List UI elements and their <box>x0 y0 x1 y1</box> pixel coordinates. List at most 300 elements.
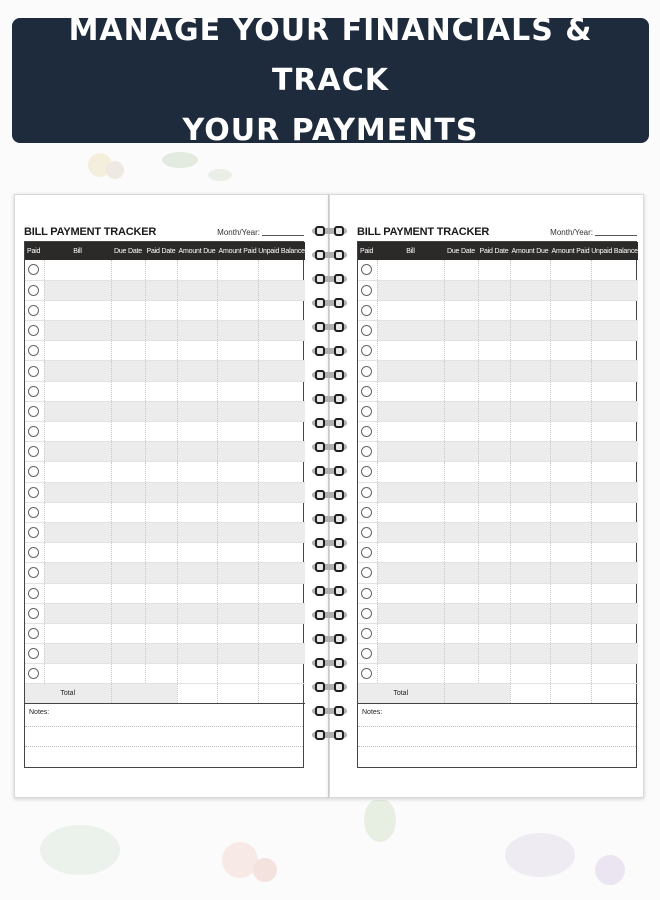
bill-cell[interactable] <box>377 422 444 442</box>
bill-cell[interactable] <box>478 522 510 542</box>
paid-checkbox-cell[interactable] <box>358 644 377 664</box>
bill-cell[interactable] <box>111 563 145 583</box>
bill-cell[interactable] <box>591 502 638 522</box>
bill-cell[interactable] <box>217 482 258 502</box>
bill-cell[interactable] <box>377 442 444 462</box>
bill-cell[interactable] <box>177 422 217 442</box>
bill-cell[interactable] <box>217 422 258 442</box>
bill-cell[interactable] <box>111 321 145 341</box>
bill-cell[interactable] <box>111 522 145 542</box>
bill-cell[interactable] <box>478 280 510 300</box>
paid-checkbox-cell[interactable] <box>358 462 377 482</box>
bill-cell[interactable] <box>111 664 145 684</box>
paid-checkbox-cell[interactable] <box>25 543 44 563</box>
bill-cell[interactable] <box>510 321 550 341</box>
bill-cell[interactable] <box>177 482 217 502</box>
bill-cell[interactable] <box>217 563 258 583</box>
bill-cell[interactable] <box>444 361 478 381</box>
paid-checkbox-cell[interactable] <box>358 502 377 522</box>
bill-cell[interactable] <box>591 462 638 482</box>
paid-checkbox[interactable] <box>361 608 372 619</box>
notes-box[interactable] <box>357 704 637 768</box>
bill-cell[interactable] <box>145 623 177 643</box>
paid-checkbox[interactable] <box>28 628 39 639</box>
bill-cell[interactable] <box>478 321 510 341</box>
bill-cell[interactable] <box>111 623 145 643</box>
bill-cell[interactable] <box>591 623 638 643</box>
bill-cell[interactable] <box>478 442 510 462</box>
bill-cell[interactable] <box>258 583 305 603</box>
bill-cell[interactable] <box>510 361 550 381</box>
bill-cell[interactable] <box>145 442 177 462</box>
paid-checkbox-cell[interactable] <box>358 341 377 361</box>
bill-cell[interactable] <box>510 644 550 664</box>
bill-cell[interactable] <box>258 341 305 361</box>
paid-checkbox-cell[interactable] <box>25 462 44 482</box>
bill-cell[interactable] <box>258 462 305 482</box>
paid-checkbox-cell[interactable] <box>25 300 44 320</box>
bill-cell[interactable] <box>444 341 478 361</box>
bill-cell[interactable] <box>444 603 478 623</box>
bill-cell[interactable] <box>258 644 305 664</box>
bill-cell[interactable] <box>44 422 111 442</box>
bill-cell[interactable] <box>145 664 177 684</box>
paid-checkbox-cell[interactable] <box>358 664 377 684</box>
bill-cell[interactable] <box>377 381 444 401</box>
paid-checkbox[interactable] <box>361 366 372 377</box>
bill-cell[interactable] <box>111 381 145 401</box>
bill-cell[interactable] <box>510 664 550 684</box>
bill-cell[interactable] <box>217 603 258 623</box>
paid-checkbox[interactable] <box>361 628 372 639</box>
bill-cell[interactable] <box>550 502 591 522</box>
paid-checkbox-cell[interactable] <box>358 482 377 502</box>
bill-cell[interactable] <box>44 603 111 623</box>
bill-cell[interactable] <box>550 361 591 381</box>
bill-cell[interactable] <box>258 664 305 684</box>
paid-checkbox[interactable] <box>361 527 372 538</box>
bill-cell[interactable] <box>444 401 478 421</box>
bill-cell[interactable] <box>44 522 111 542</box>
bill-cell[interactable] <box>217 260 258 280</box>
bill-cell[interactable] <box>591 341 638 361</box>
bill-cell[interactable] <box>44 563 111 583</box>
bill-cell[interactable] <box>145 603 177 623</box>
bill-cell[interactable] <box>111 644 145 664</box>
paid-checkbox-cell[interactable] <box>358 260 377 280</box>
paid-checkbox-cell[interactable] <box>358 623 377 643</box>
bill-cell[interactable] <box>44 623 111 643</box>
bill-cell[interactable] <box>444 583 478 603</box>
bill-cell[interactable] <box>258 442 305 462</box>
bill-cell[interactable] <box>44 300 111 320</box>
bill-cell[interactable] <box>444 280 478 300</box>
paid-checkbox[interactable] <box>361 507 372 518</box>
bill-cell[interactable] <box>111 603 145 623</box>
paid-checkbox[interactable] <box>28 466 39 477</box>
bill-cell[interactable] <box>217 361 258 381</box>
paid-checkbox[interactable] <box>28 507 39 518</box>
bill-cell[interactable] <box>444 300 478 320</box>
bill-cell[interactable] <box>44 442 111 462</box>
bill-cell[interactable] <box>177 583 217 603</box>
bill-cell[interactable] <box>377 482 444 502</box>
bill-cell[interactable] <box>111 280 145 300</box>
paid-checkbox-cell[interactable] <box>25 341 44 361</box>
bill-cell[interactable] <box>177 381 217 401</box>
bill-cell[interactable] <box>510 401 550 421</box>
bill-cell[interactable] <box>177 644 217 664</box>
bill-cell[interactable] <box>550 442 591 462</box>
bill-cell[interactable] <box>591 543 638 563</box>
bill-cell[interactable] <box>258 321 305 341</box>
bill-cell[interactable] <box>217 300 258 320</box>
paid-checkbox-cell[interactable] <box>358 603 377 623</box>
bill-cell[interactable] <box>377 401 444 421</box>
bill-cell[interactable] <box>177 401 217 421</box>
bill-cell[interactable] <box>478 422 510 442</box>
bill-cell[interactable] <box>444 482 478 502</box>
bill-cell[interactable] <box>258 300 305 320</box>
bill-cell[interactable] <box>177 623 217 643</box>
paid-checkbox-cell[interactable] <box>358 543 377 563</box>
bill-cell[interactable] <box>478 300 510 320</box>
bill-cell[interactable] <box>145 644 177 664</box>
paid-checkbox[interactable] <box>28 345 39 356</box>
bill-cell[interactable] <box>444 563 478 583</box>
bill-cell[interactable] <box>591 563 638 583</box>
bill-cell[interactable] <box>145 381 177 401</box>
bill-cell[interactable] <box>377 583 444 603</box>
bill-cell[interactable] <box>550 623 591 643</box>
paid-checkbox[interactable] <box>28 487 39 498</box>
bill-cell[interactable] <box>145 260 177 280</box>
bill-cell[interactable] <box>217 623 258 643</box>
bill-cell[interactable] <box>377 563 444 583</box>
bill-cell[interactable] <box>217 543 258 563</box>
bill-cell[interactable] <box>258 603 305 623</box>
bill-cell[interactable] <box>217 442 258 462</box>
bill-cell[interactable] <box>377 361 444 381</box>
paid-checkbox[interactable] <box>28 668 39 679</box>
bill-cell[interactable] <box>44 401 111 421</box>
paid-checkbox-cell[interactable] <box>25 280 44 300</box>
paid-checkbox-cell[interactable] <box>358 321 377 341</box>
bill-cell[interactable] <box>177 462 217 482</box>
bill-cell[interactable] <box>591 361 638 381</box>
bill-cell[interactable] <box>550 543 591 563</box>
paid-checkbox-cell[interactable] <box>25 482 44 502</box>
bill-cell[interactable] <box>510 543 550 563</box>
bill-cell[interactable] <box>217 522 258 542</box>
paid-checkbox-cell[interactable] <box>358 381 377 401</box>
paid-checkbox-cell[interactable] <box>25 522 44 542</box>
bill-cell[interactable] <box>44 583 111 603</box>
paid-checkbox[interactable] <box>28 406 39 417</box>
bill-cell[interactable] <box>510 563 550 583</box>
bill-cell[interactable] <box>145 563 177 583</box>
bill-cell[interactable] <box>177 442 217 462</box>
bill-cell[interactable] <box>217 664 258 684</box>
bill-cell[interactable] <box>550 341 591 361</box>
bill-cell[interactable] <box>377 644 444 664</box>
bill-cell[interactable] <box>550 321 591 341</box>
paid-checkbox-cell[interactable] <box>358 280 377 300</box>
paid-checkbox[interactable] <box>361 588 372 599</box>
paid-checkbox[interactable] <box>28 648 39 659</box>
bill-cell[interactable] <box>44 502 111 522</box>
paid-checkbox[interactable] <box>28 527 39 538</box>
bill-cell[interactable] <box>377 462 444 482</box>
bill-cell[interactable] <box>111 341 145 361</box>
bill-cell[interactable] <box>550 482 591 502</box>
paid-checkbox-cell[interactable] <box>25 422 44 442</box>
bill-cell[interactable] <box>377 321 444 341</box>
bill-cell[interactable] <box>145 482 177 502</box>
bill-cell[interactable] <box>177 664 217 684</box>
bill-cell[interactable] <box>591 482 638 502</box>
bill-cell[interactable] <box>478 583 510 603</box>
bill-cell[interactable] <box>550 401 591 421</box>
bill-cell[interactable] <box>510 502 550 522</box>
bill-cell[interactable] <box>550 381 591 401</box>
paid-checkbox-cell[interactable] <box>25 502 44 522</box>
bill-cell[interactable] <box>145 280 177 300</box>
paid-checkbox-cell[interactable] <box>25 644 44 664</box>
bill-cell[interactable] <box>111 422 145 442</box>
notes-box[interactable] <box>24 704 304 768</box>
paid-checkbox-cell[interactable] <box>358 522 377 542</box>
paid-checkbox[interactable] <box>28 305 39 316</box>
bill-cell[interactable] <box>550 644 591 664</box>
bill-cell[interactable] <box>177 543 217 563</box>
bill-cell[interactable] <box>444 664 478 684</box>
bill-cell[interactable] <box>111 543 145 563</box>
bill-cell[interactable] <box>377 623 444 643</box>
bill-cell[interactable] <box>377 603 444 623</box>
paid-checkbox[interactable] <box>361 487 372 498</box>
paid-checkbox-cell[interactable] <box>358 300 377 320</box>
paid-checkbox[interactable] <box>361 406 372 417</box>
bill-cell[interactable] <box>217 644 258 664</box>
paid-checkbox-cell[interactable] <box>358 583 377 603</box>
paid-checkbox[interactable] <box>28 366 39 377</box>
paid-checkbox[interactable] <box>28 264 39 275</box>
bill-cell[interactable] <box>444 381 478 401</box>
bill-cell[interactable] <box>510 442 550 462</box>
bill-cell[interactable] <box>550 300 591 320</box>
paid-checkbox[interactable] <box>361 264 372 275</box>
bill-cell[interactable] <box>510 522 550 542</box>
bill-cell[interactable] <box>44 664 111 684</box>
bill-cell[interactable] <box>510 623 550 643</box>
bill-cell[interactable] <box>258 381 305 401</box>
paid-checkbox[interactable] <box>361 345 372 356</box>
bill-cell[interactable] <box>145 462 177 482</box>
bill-cell[interactable] <box>177 321 217 341</box>
bill-cell[interactable] <box>591 664 638 684</box>
bill-cell[interactable] <box>510 280 550 300</box>
bill-cell[interactable] <box>217 381 258 401</box>
bill-cell[interactable] <box>258 623 305 643</box>
paid-checkbox-cell[interactable] <box>25 401 44 421</box>
bill-cell[interactable] <box>177 361 217 381</box>
bill-cell[interactable] <box>258 280 305 300</box>
paid-checkbox-cell[interactable] <box>25 260 44 280</box>
bill-cell[interactable] <box>258 482 305 502</box>
bill-cell[interactable] <box>550 422 591 442</box>
bill-cell[interactable] <box>377 502 444 522</box>
bill-cell[interactable] <box>111 401 145 421</box>
bill-cell[interactable] <box>591 401 638 421</box>
bill-cell[interactable] <box>591 442 638 462</box>
bill-cell[interactable] <box>510 300 550 320</box>
paid-checkbox-cell[interactable] <box>25 321 44 341</box>
bill-cell[interactable] <box>145 422 177 442</box>
paid-checkbox-cell[interactable] <box>25 563 44 583</box>
bill-cell[interactable] <box>478 623 510 643</box>
bill-cell[interactable] <box>591 522 638 542</box>
bill-cell[interactable] <box>177 502 217 522</box>
bill-cell[interactable] <box>478 563 510 583</box>
bill-cell[interactable] <box>145 543 177 563</box>
bill-cell[interactable] <box>111 502 145 522</box>
bill-cell[interactable] <box>258 502 305 522</box>
paid-checkbox[interactable] <box>28 446 39 457</box>
bill-cell[interactable] <box>111 442 145 462</box>
paid-checkbox[interactable] <box>361 668 372 679</box>
bill-cell[interactable] <box>377 260 444 280</box>
bill-cell[interactable] <box>111 361 145 381</box>
bill-cell[interactable] <box>478 462 510 482</box>
bill-cell[interactable] <box>444 522 478 542</box>
bill-cell[interactable] <box>444 644 478 664</box>
paid-checkbox[interactable] <box>361 325 372 336</box>
bill-cell[interactable] <box>591 321 638 341</box>
paid-checkbox-cell[interactable] <box>25 361 44 381</box>
bill-cell[interactable] <box>44 644 111 664</box>
paid-checkbox[interactable] <box>361 426 372 437</box>
bill-cell[interactable] <box>510 422 550 442</box>
paid-checkbox-cell[interactable] <box>25 381 44 401</box>
bill-cell[interactable] <box>510 462 550 482</box>
bill-cell[interactable] <box>444 462 478 482</box>
paid-checkbox[interactable] <box>361 446 372 457</box>
bill-cell[interactable] <box>111 482 145 502</box>
bill-cell[interactable] <box>510 583 550 603</box>
bill-cell[interactable] <box>377 543 444 563</box>
bill-cell[interactable] <box>217 401 258 421</box>
paid-checkbox[interactable] <box>28 547 39 558</box>
paid-checkbox-cell[interactable] <box>358 401 377 421</box>
bill-cell[interactable] <box>258 422 305 442</box>
bill-cell[interactable] <box>44 381 111 401</box>
bill-cell[interactable] <box>510 603 550 623</box>
bill-cell[interactable] <box>44 482 111 502</box>
bill-cell[interactable] <box>550 603 591 623</box>
bill-cell[interactable] <box>377 341 444 361</box>
paid-checkbox-cell[interactable] <box>25 623 44 643</box>
bill-cell[interactable] <box>145 300 177 320</box>
bill-cell[interactable] <box>145 321 177 341</box>
paid-checkbox-cell[interactable] <box>358 563 377 583</box>
bill-cell[interactable] <box>258 260 305 280</box>
paid-checkbox[interactable] <box>28 325 39 336</box>
paid-checkbox[interactable] <box>28 285 39 296</box>
bill-cell[interactable] <box>478 341 510 361</box>
bill-cell[interactable] <box>444 260 478 280</box>
paid-checkbox-cell[interactable] <box>25 603 44 623</box>
bill-cell[interactable] <box>550 280 591 300</box>
bill-cell[interactable] <box>591 603 638 623</box>
bill-cell[interactable] <box>111 583 145 603</box>
bill-cell[interactable] <box>510 482 550 502</box>
paid-checkbox[interactable] <box>28 608 39 619</box>
paid-checkbox-cell[interactable] <box>358 422 377 442</box>
paid-checkbox-cell[interactable] <box>25 442 44 462</box>
bill-cell[interactable] <box>258 361 305 381</box>
paid-checkbox[interactable] <box>361 305 372 316</box>
bill-cell[interactable] <box>478 482 510 502</box>
bill-cell[interactable] <box>177 280 217 300</box>
bill-cell[interactable] <box>510 260 550 280</box>
bill-cell[interactable] <box>44 341 111 361</box>
paid-checkbox[interactable] <box>361 567 372 578</box>
bill-cell[interactable] <box>444 422 478 442</box>
bill-cell[interactable] <box>591 644 638 664</box>
paid-checkbox[interactable] <box>28 386 39 397</box>
bill-cell[interactable] <box>478 381 510 401</box>
bill-cell[interactable] <box>550 462 591 482</box>
paid-checkbox[interactable] <box>361 466 372 477</box>
bill-cell[interactable] <box>478 664 510 684</box>
bill-cell[interactable] <box>591 280 638 300</box>
bill-cell[interactable] <box>478 361 510 381</box>
paid-checkbox-cell[interactable] <box>358 361 377 381</box>
paid-checkbox-cell[interactable] <box>25 583 44 603</box>
bill-cell[interactable] <box>377 300 444 320</box>
bill-cell[interactable] <box>217 502 258 522</box>
bill-cell[interactable] <box>550 522 591 542</box>
bill-cell[interactable] <box>145 522 177 542</box>
paid-checkbox[interactable] <box>28 426 39 437</box>
bill-cell[interactable] <box>591 300 638 320</box>
bill-cell[interactable] <box>111 300 145 320</box>
bill-cell[interactable] <box>177 603 217 623</box>
bill-cell[interactable] <box>44 543 111 563</box>
bill-cell[interactable] <box>44 280 111 300</box>
bill-cell[interactable] <box>478 644 510 664</box>
bill-cell[interactable] <box>510 381 550 401</box>
paid-checkbox-cell[interactable] <box>25 664 44 684</box>
bill-cell[interactable] <box>145 361 177 381</box>
paid-checkbox[interactable] <box>28 588 39 599</box>
month-year-field[interactable] <box>595 229 637 236</box>
bill-cell[interactable] <box>377 664 444 684</box>
bill-cell[interactable] <box>145 401 177 421</box>
bill-cell[interactable] <box>444 321 478 341</box>
bill-cell[interactable] <box>177 522 217 542</box>
bill-cell[interactable] <box>591 583 638 603</box>
bill-cell[interactable] <box>111 462 145 482</box>
bill-cell[interactable] <box>591 422 638 442</box>
bill-cell[interactable] <box>444 442 478 462</box>
bill-cell[interactable] <box>478 260 510 280</box>
bill-cell[interactable] <box>478 543 510 563</box>
paid-checkbox[interactable] <box>361 386 372 397</box>
bill-cell[interactable] <box>258 401 305 421</box>
bill-cell[interactable] <box>145 502 177 522</box>
